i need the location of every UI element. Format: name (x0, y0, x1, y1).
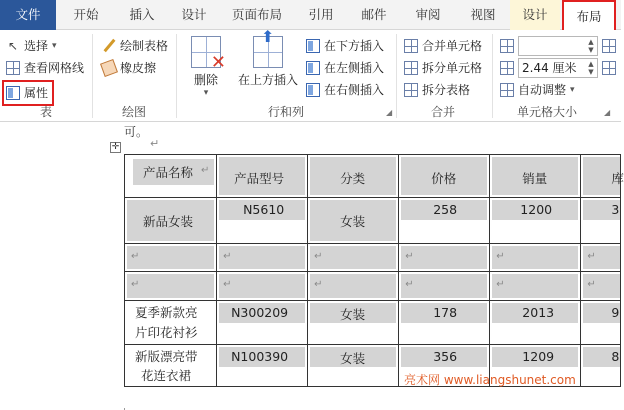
insert-above-label: 在上方插入 (237, 73, 298, 87)
cell-shading (219, 274, 305, 298)
cell-price: 356 (433, 349, 458, 364)
properties-label: 属性 (24, 86, 49, 100)
table-cell[interactable] (581, 155, 624, 198)
group-label-draw: 绘图 (121, 105, 146, 119)
table-cell[interactable] (125, 272, 217, 301)
paragraph-mark: ↵ (131, 251, 140, 262)
group-label-rows-columns: 行和列 (267, 105, 304, 119)
insert-above-icon (253, 36, 283, 68)
tab-design[interactable]: 设计 (181, 7, 207, 22)
ribbon-tab-bar (0, 0, 621, 30)
insert-below-label: 在下方插入 (324, 39, 385, 53)
split-table-label: 拆分表格 (422, 83, 471, 97)
cell-model: N300209 (231, 305, 289, 320)
tab-review[interactable]: 审阅 (415, 7, 441, 22)
paragraph-mark: ↵ (131, 279, 140, 290)
paragraph-mark: ↵ (496, 279, 505, 290)
row-height-icon (500, 39, 514, 53)
autofit-button[interactable] (500, 80, 575, 100)
eraser-icon (100, 59, 118, 77)
row-height-spinner[interactable] (518, 36, 598, 56)
cell-shading (492, 246, 578, 269)
cell-product-name: 新品女装 (143, 214, 194, 229)
table-cell[interactable] (217, 301, 308, 345)
table-cell[interactable] (490, 244, 581, 272)
table-cell[interactable] (581, 345, 621, 387)
eraser-button[interactable] (102, 58, 156, 78)
table-cell[interactable] (490, 198, 581, 244)
table-cell[interactable] (308, 301, 399, 345)
distribute-columns-icon[interactable] (602, 61, 616, 75)
table-row (125, 244, 621, 272)
table-cell[interactable] (581, 244, 621, 272)
autofit-icon (500, 83, 514, 97)
draw-table-label: 绘制表格 (120, 39, 169, 53)
split-cells-button[interactable] (404, 58, 482, 78)
autofit-label: 自动调整 (518, 83, 567, 97)
table-cell[interactable] (581, 272, 621, 301)
view-gridlines-button[interactable] (6, 58, 84, 78)
paragraph-mark: ↵ (405, 251, 414, 262)
cell-shading (310, 246, 396, 269)
properties-button[interactable] (6, 83, 48, 103)
tab-references[interactable]: 引用 (308, 7, 334, 22)
cell-sales: 2013 (522, 305, 555, 320)
column-width-value: 2.44 厘米 (522, 61, 577, 75)
table-row (125, 301, 621, 345)
tab-home[interactable]: 开始 (73, 7, 99, 22)
cell-shading (401, 246, 487, 269)
delete-table-icon (191, 36, 221, 68)
table-cell[interactable] (308, 244, 399, 272)
cell-product-name-line1: 新版漂亮带 (135, 349, 198, 364)
tab-mailings[interactable]: 邮件 (361, 7, 387, 22)
header-stock: 库 (611, 171, 624, 186)
cell-shading (127, 274, 214, 298)
tab-page-layout[interactable]: 页面布局 (231, 7, 282, 22)
insert-left-label: 在左侧插入 (324, 61, 385, 75)
select-label: 选择 (24, 39, 49, 53)
cursor-arrow-icon: ↖ (7, 39, 19, 53)
table-row (125, 198, 621, 244)
cell-category: 女装 (340, 351, 366, 366)
header-model: 产品型号 (234, 171, 285, 186)
cell-product-name-line2: 花连衣裙 (141, 368, 192, 383)
paragraph-mark: ↵ (587, 251, 596, 262)
header-product-name: 产品名称 (143, 165, 194, 180)
split-table-button[interactable] (404, 80, 470, 100)
paragraph-mark: ↵ (587, 279, 596, 290)
table-cell[interactable] (490, 272, 581, 301)
view-gridlines-label: 查看网格线 (24, 61, 85, 75)
spinner-arrows-icon[interactable]: ▲ ▼ (588, 38, 594, 54)
cell-sales: 1209 (522, 349, 555, 364)
cell-shading (127, 246, 214, 269)
pencil-icon (102, 39, 116, 53)
paragraph-mark: ↵ (405, 279, 414, 290)
cell-shading (310, 274, 396, 298)
tab-insert[interactable]: 插入 (129, 7, 155, 22)
merge-cells-icon (404, 39, 418, 53)
gridlines-icon (6, 61, 20, 75)
header-price: 价格 (431, 171, 457, 186)
draw-table-button[interactable] (102, 36, 168, 56)
cell-model: N5610 (243, 202, 285, 217)
header-sales: 销量 (522, 171, 548, 186)
insert-right-label: 在右侧插入 (324, 83, 385, 97)
table-cell[interactable] (308, 272, 399, 301)
table-row (125, 272, 621, 301)
merge-cells-label: 合并单元格 (422, 39, 483, 53)
cell-category: 女装 (340, 307, 366, 322)
insert-right-icon (306, 83, 320, 97)
paragraph-mark: ↵ (314, 251, 323, 262)
tab-table-layout[interactable]: 布局 (562, 0, 616, 30)
table-cell[interactable] (125, 198, 217, 244)
header-category: 分类 (340, 171, 366, 186)
chevron-down-icon: ▾ (52, 41, 57, 51)
cell-shading (401, 274, 487, 298)
paragraph-mark: ↵ (223, 279, 232, 290)
chevron-down-icon: ▾ (570, 85, 575, 95)
document-page[interactable] (0, 123, 624, 410)
table-cell[interactable] (308, 345, 399, 387)
site-watermark: 亮术网 www.liangshunet.com (404, 373, 576, 387)
table-move-handle-icon[interactable]: ✛ (111, 142, 120, 152)
column-width-spinner[interactable] (518, 58, 598, 78)
ribbon-layout (0, 30, 621, 122)
cell-price: 178 (433, 305, 458, 320)
table-cell[interactable] (125, 301, 217, 345)
table-cell[interactable] (217, 155, 308, 198)
split-table-icon (404, 83, 418, 97)
table-cell[interactable] (217, 345, 308, 387)
delete-label: 删除 (193, 73, 218, 87)
cell-stock: 8 (611, 349, 620, 364)
cell-category: 女装 (340, 214, 366, 229)
cell-product-name-line2: 片印花衬衫 (135, 325, 198, 340)
split-cells-label: 拆分单元格 (422, 61, 483, 75)
cell-sales: 1200 (520, 202, 553, 217)
paragraph-text[interactable]: 可。 (124, 125, 149, 139)
group-label-cell-size: 单元格大小 (516, 105, 577, 119)
merge-cells-button[interactable] (404, 36, 482, 56)
table-cell[interactable] (581, 301, 621, 345)
table-cell[interactable] (490, 155, 581, 198)
table-header-row (125, 155, 621, 198)
eraser-label: 橡皮擦 (120, 61, 157, 75)
paragraph-mark: ↵ (496, 251, 505, 262)
table-cell[interactable] (125, 345, 217, 387)
table-cell[interactable] (399, 301, 490, 345)
cell-shading (492, 274, 578, 298)
split-cells-icon (404, 61, 418, 75)
table-cell[interactable] (125, 244, 217, 272)
paragraph-mark: ↵ (201, 165, 210, 176)
table-cell[interactable] (399, 198, 490, 244)
insert-left-icon (306, 61, 320, 75)
product-table[interactable] (124, 154, 624, 387)
dialog-launcher-icon[interactable]: ◢ (604, 108, 611, 117)
tab-file[interactable]: 文件 (0, 0, 56, 30)
tab-view[interactable]: 视图 (470, 7, 496, 22)
table-cell[interactable] (308, 198, 399, 244)
insert-above-button[interactable] (234, 36, 302, 88)
cell-stock: 9 (611, 305, 620, 320)
table-cell[interactable] (399, 155, 490, 198)
delete-button[interactable] (184, 36, 228, 98)
tab-table-design[interactable]: 设计 (510, 0, 560, 30)
cell-stock: 3 (611, 202, 620, 217)
cell-model: N100390 (231, 349, 289, 364)
table-cell[interactable] (399, 244, 490, 272)
table-cell[interactable] (217, 272, 308, 301)
group-label-merge: 合并 (430, 105, 455, 119)
group-label-table: 表 (39, 105, 52, 119)
table-cell[interactable] (217, 198, 308, 244)
cell-shading (219, 246, 305, 269)
cell-price: 258 (433, 202, 458, 217)
insert-right-button[interactable] (306, 80, 384, 100)
distribute-rows-icon[interactable] (602, 39, 616, 53)
insert-below-button[interactable] (306, 36, 384, 56)
dialog-launcher-icon[interactable]: ◢ (386, 108, 393, 117)
column-width-icon (500, 61, 514, 75)
select-button[interactable] (6, 36, 57, 56)
insert-below-icon (306, 39, 320, 53)
cell-product-name-line1: 夏季新款亮 (135, 305, 198, 320)
paragraph-mark: ↵ (150, 137, 160, 150)
paragraph-mark: ↵ (314, 279, 323, 290)
table-properties-icon (6, 86, 20, 100)
insert-left-button[interactable] (306, 58, 384, 78)
table-cell[interactable] (399, 272, 490, 301)
table-cell[interactable] (308, 155, 399, 198)
table-cell[interactable] (125, 155, 217, 198)
chevron-down-icon: ▾ (203, 88, 209, 98)
spinner-arrows-icon[interactable]: ▲ ▼ (588, 60, 594, 76)
paragraph-mark: ↵ (223, 251, 232, 262)
table-cell[interactable] (217, 244, 308, 272)
table-cell[interactable] (581, 198, 621, 244)
table-cell[interactable] (490, 301, 581, 345)
